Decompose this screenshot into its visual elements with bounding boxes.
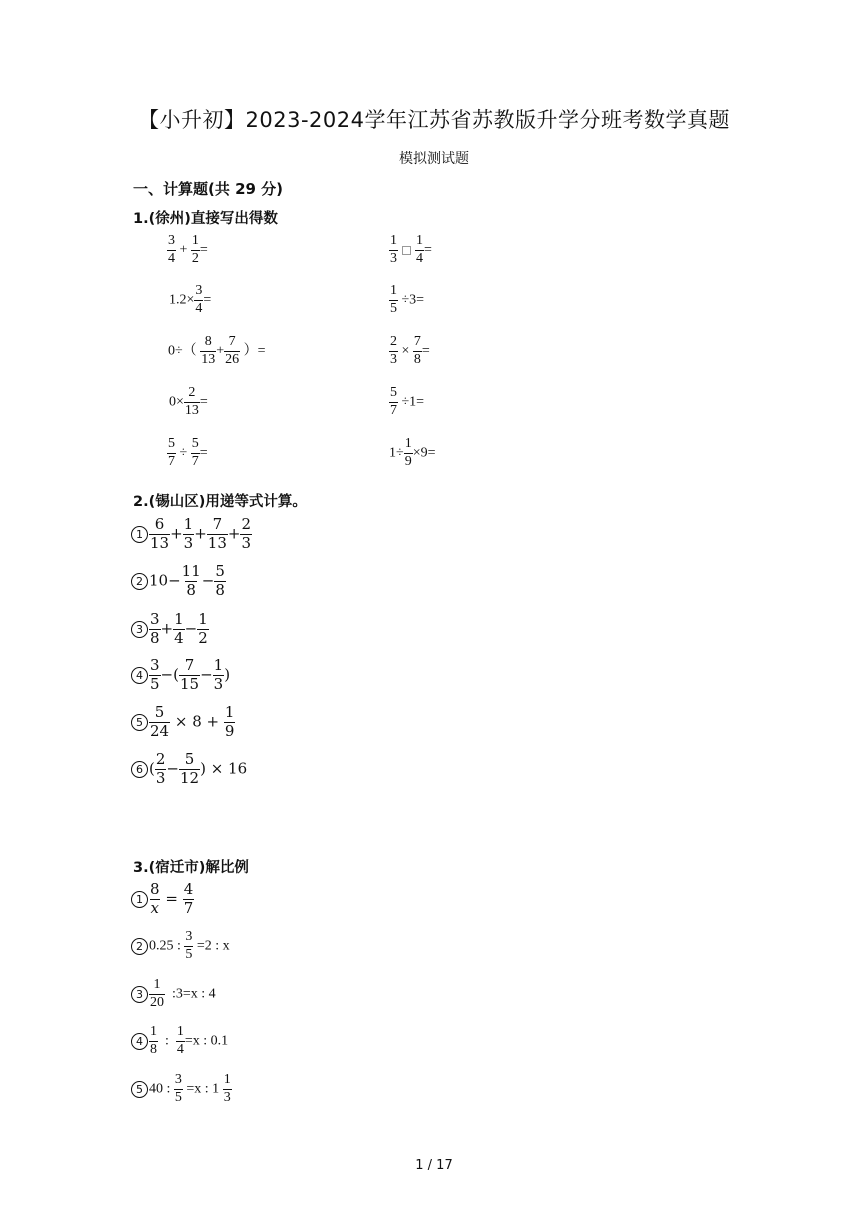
q1-item-d: $\frac{1}{5}$ ÷3= xyxy=(390,283,425,316)
q1-item-i: $\frac{5}{7}$ ÷ $\frac{5}{7}$ = xyxy=(168,436,208,469)
q1-item-f: $\frac{2}{3}$ × $\frac{7}{8}$ = xyxy=(390,334,430,367)
page-number: 1 / 17 xyxy=(415,1158,453,1173)
q1-item-e: 0÷（ $\frac{8}{13}$ + $\frac{7}{26}$ ）= xyxy=(168,334,266,367)
q1-item-b: $\frac{1}{3}$ $\frac{1}{4}$ = xyxy=(390,233,432,266)
q3-item-5: 5 40 : $\frac{3}{5}$ =x : 1 $\frac{1}{3}$ xyxy=(131,1073,232,1105)
question-3-title: 3.(宿迁市)解比例 xyxy=(133,860,249,876)
q3-item-3: 3 $\frac{1}{20}$ :3=x : 4 xyxy=(131,978,216,1010)
missing-glyph-box xyxy=(402,246,411,255)
q2-item-4: 4 $\frac{3}{5}$ −( $\frac{7}{15}$ − $\frac{1}{3}$ ) xyxy=(131,658,230,693)
q2-item-2: 2 10− $\frac{11}{8}$ − $\frac{5}{8}$ xyxy=(131,564,226,599)
q3-item-2: 2 0.25 : $\frac{3}{5}$ =2 : x xyxy=(131,930,230,962)
q2-item-6: 6 ( $\frac{2}{3}$ − $\frac{5}{12}$ ) × 16 xyxy=(131,752,247,787)
q3-item-1: 1 $\frac{8}{x}$ = $\frac{4}{7}$ xyxy=(131,882,194,917)
q1-item-j: 1÷ $\frac{1}{9}$ ×9= xyxy=(389,436,436,469)
document-title: 【小升初】2023-2024学年江苏省苏教版升学分班考数学真题 xyxy=(138,108,730,132)
question-2-title: 2.(锡山区)用递等式计算。 xyxy=(133,494,307,510)
q2-item-3: 3 $\frac{3}{8}$ + $\frac{1}{4}$ − $\frac{1}{2}$ xyxy=(131,612,209,647)
q1-item-c: 1.2× $\frac{3}{4}$ = xyxy=(169,283,212,316)
q2-item-1: 1 $\frac{6}{13}$ + $\frac{1}{3}$ + $\frac{7}{13}$ + $\frac{2}{3}$ xyxy=(131,517,252,552)
q1-item-a: $\frac{3}{4}$ + $\frac{1}{2}$ = xyxy=(168,233,208,266)
document-subtitle: 模拟测试题 xyxy=(399,151,469,167)
q2-item-5: 5 $\frac{5}{24}$ × 8 + $\frac{1}{9}$ xyxy=(131,705,235,740)
section-heading-calculation: 一、计算题(共 29 分) xyxy=(133,180,284,198)
q1-item-h: $\frac{5}{7}$ ÷1= xyxy=(390,385,425,418)
question-1-title: 1.(徐州)直接写出得数 xyxy=(133,211,278,227)
q3-item-4: 4 $\frac{1}{8}$ : $\frac{1}{4}$ =x : 0.1 xyxy=(131,1025,228,1057)
q1-item-g: 0× $\frac{2}{13}$ = xyxy=(169,385,208,418)
